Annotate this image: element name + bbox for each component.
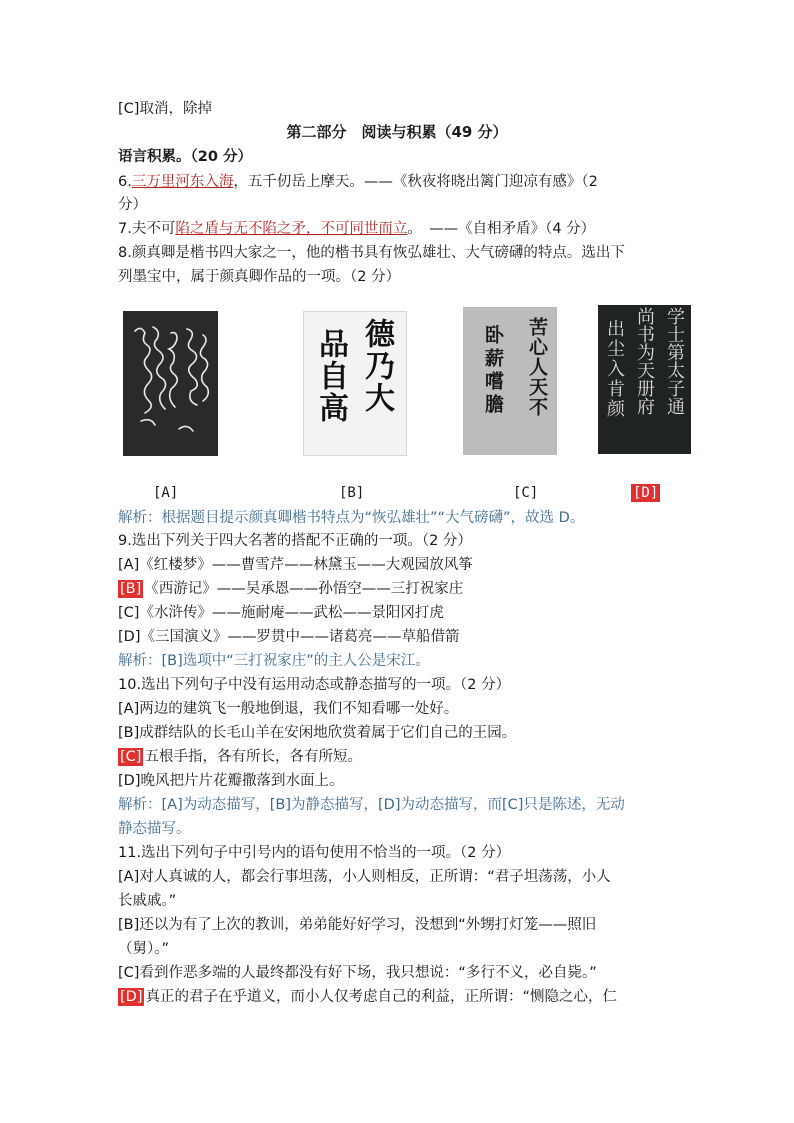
answer-mark: [C] (120, 749, 142, 765)
calligraphy-text: 品自高 (313, 328, 348, 424)
option-b: [B]成群结队的长毛山羊在安闲地欣赏着属于它们自己的王园。 (118, 725, 517, 741)
option-d: [D]晚风把片片花瓣撒落到水面上。 (118, 773, 344, 789)
question-number: 6. (118, 174, 132, 190)
option-b (118, 579, 463, 599)
option-c: [C]看到作恶多端的人最终都没有好下场，我只想说：“多行不义，必自毙。” (118, 965, 597, 981)
option-c (118, 747, 362, 767)
calligraphy-image-b[interactable] (303, 311, 407, 456)
analysis-10-cont: 静态描写。 (118, 821, 191, 837)
option-label-b: [B] (339, 485, 365, 501)
option-d: [D]《三国演义》——罗贯中——诸葛亮——草船借箭 (118, 629, 460, 645)
calligraphy-text: 出尘入肯颜 (604, 319, 625, 419)
question-text: ，五千仞岳上摩天。——《秋夜将晓出篱门迎凉有感》（2 (233, 174, 598, 190)
calligraphy-text: 苦心人天不 (526, 317, 548, 417)
option-text: 五根手指，各有所长，各有所短。 (144, 749, 362, 765)
question-6 (118, 172, 598, 192)
analysis-10: 解析：[A]为动态描写，[B]为静态描写，[D]为动态描写，而[C]只是陈述，无动 (118, 797, 625, 813)
analysis-8: 解析：根据题目提示颜真卿楷书特点为“恢弘雄壮”“大气磅礴”，故选 D。 (118, 510, 585, 526)
section-title: 第二部分 阅读与积累（49 分） (286, 123, 508, 141)
calligraphy-image-c[interactable] (463, 307, 557, 455)
option-line: [C]取消，除掉 (118, 101, 212, 117)
answer-mark: [B] (120, 581, 142, 597)
question-9: 9.选出下列关于四大名著的搭配不正确的一项。（2 分） (118, 533, 472, 549)
option-text: 真正的君子在乎道义，而小人仅考虑自己的利益，正所谓：“恻隐之心，仁 (145, 989, 617, 1005)
calligraphy-image-a[interactable] (123, 311, 218, 456)
question-8-line1: 8.颜真卿是楷书四大家之一，他的楷书具有恢弘雄壮、大气磅礴的特点。选出下 (118, 245, 625, 261)
option-a: [A]两边的建筑飞一般地倒退，我们不知看哪一处好。 (118, 701, 459, 717)
calligraphy-text: 卧薪嚐膽 (482, 325, 504, 417)
question-text: 7.夫不可 (118, 221, 176, 237)
option-label-c: [C] (513, 485, 539, 501)
calligraphy-text: 学士第太子通 (664, 307, 685, 415)
calligraphy-text: 德乃大 (359, 318, 394, 414)
option-c: [C]《水浒传》——施耐庵——武松——景阳冈打虎 (118, 605, 444, 621)
option-a: [A]《红楼梦》——曹雪芹——林黛玉——大观园放风筝 (118, 557, 473, 573)
option-label-d (631, 484, 661, 502)
cursive-script-icon (123, 311, 218, 456)
question-7 (118, 219, 595, 239)
question-11: 11.选出下列句子中引号内的语句使用不恰当的一项。（2 分） (118, 845, 511, 861)
option-label-a: [A] (153, 485, 179, 501)
answer-text: 陷之盾与无不陷之矛，不可同世而立 (175, 221, 408, 237)
calligraphy-image-d[interactable] (598, 305, 691, 454)
answer-text: 三万里河东入海 (131, 174, 234, 190)
question-8-line2: 列墨宝中，属于颜真卿作品的一项。（2 分） (118, 269, 401, 285)
answer-mark: [D] (120, 989, 143, 1005)
option-d (118, 987, 617, 1007)
question-text: 。 ——《自相矛盾》（4 分） (407, 221, 596, 237)
option-text: 《西游记》——吴承恩——孙悟空——三打祝家庄 (144, 581, 464, 597)
calligraphy-text: 尚书为天册府 (634, 307, 655, 415)
option-a-cont: 长戚戚。” (118, 893, 177, 909)
answer-mark: [D] (633, 485, 659, 501)
question-6-cont: 分） (118, 197, 147, 213)
subsection-title: 语言积累。（20 分） (118, 149, 252, 165)
option-b: [B]还以为有了上次的教训，弟弟能好好学习，没想到“外甥打灯笼——照旧 (118, 917, 597, 933)
question-10: 10.选出下列句子中没有运用动态或静态描写的一项。（2 分） (118, 677, 511, 693)
analysis-9: 解析：[B]选项中“三打祝家庄”的主人公是宋江。 (118, 653, 430, 669)
option-b-cont: （舅）。” (118, 941, 170, 957)
option-a: [A]对人真诚的人，都会行事坦荡，小人则相反，正所谓：“君子坦荡荡，小人 (118, 869, 611, 885)
